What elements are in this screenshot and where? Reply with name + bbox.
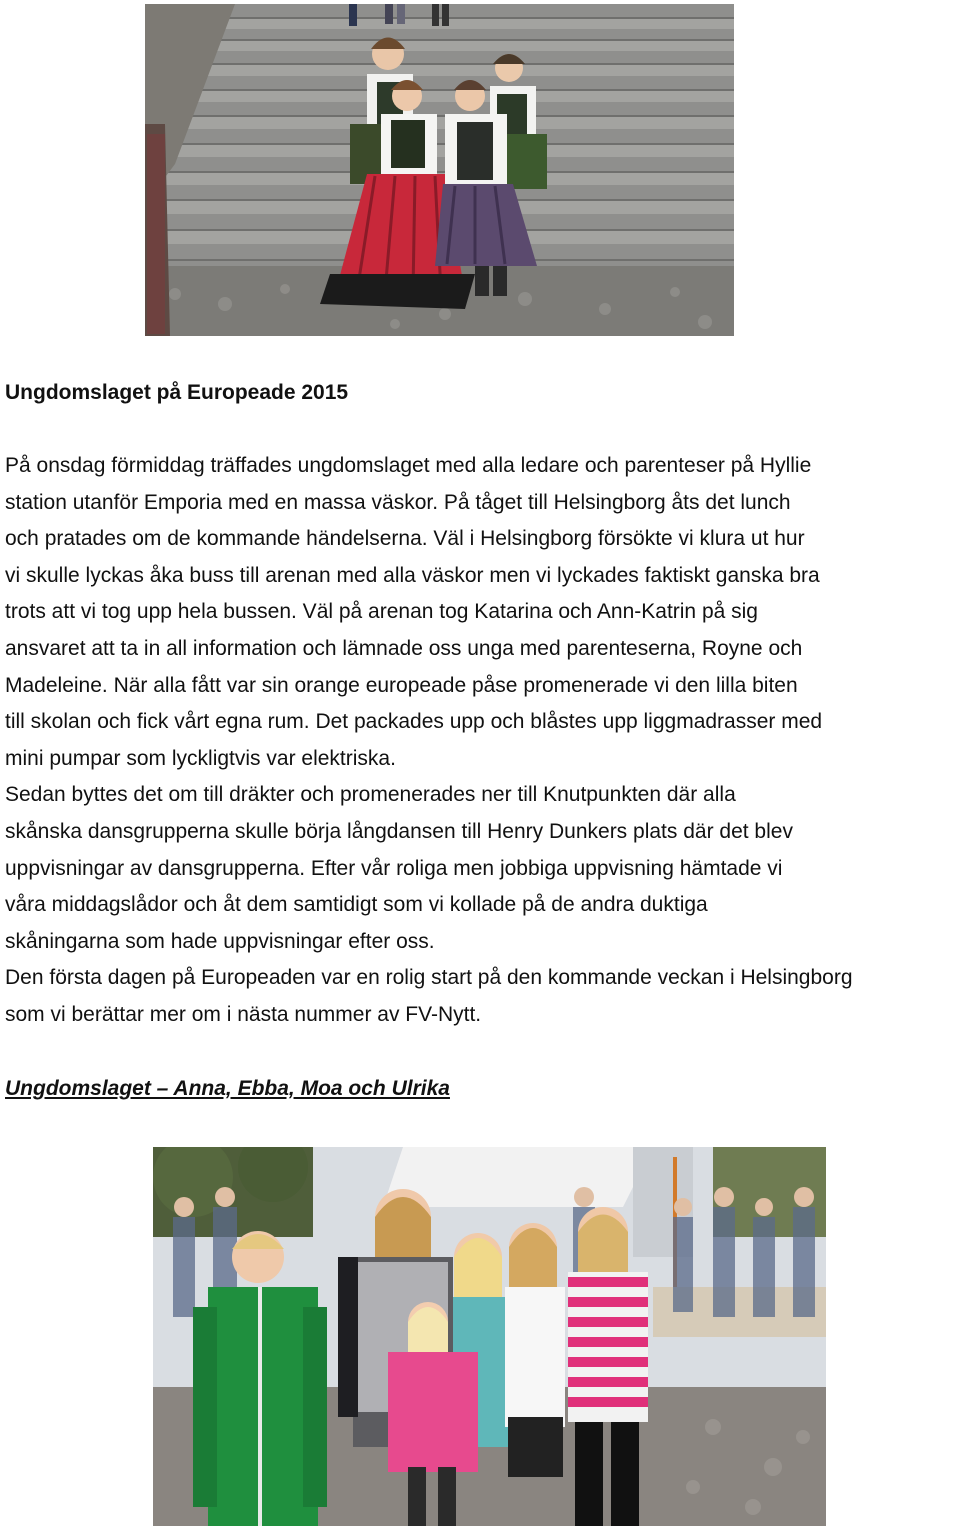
costume-girls-illustration xyxy=(145,4,734,336)
article-body xyxy=(5,448,960,1034)
body-line: skåningarna som hade uppvisningar efter oss. xyxy=(5,929,435,953)
body-line: Madeleine. När alla fått var sin orange europeade påse promenerade vi den lilla biten xyxy=(5,673,798,697)
festival-children-illustration xyxy=(153,1147,826,1526)
body-line: Den första dagen på Europeaden var en rolig start på den kommande veckan i Helsingborg xyxy=(5,966,853,990)
body-line: ansvaret att ta in all information och lämnade oss unga med parenteserna, Royne och xyxy=(5,636,803,660)
body-line: station utanför Emporia med en massa väskor. På tåget till Helsingborg åts det lunch xyxy=(5,490,791,514)
article-signature: Ungdomslaget – Anna, Ebba, Moa och Ulrika xyxy=(5,1077,450,1100)
body-line: trots att vi tog upp hela bussen. Väl på arenan tog Katarina och Ann-Katrin på sig xyxy=(5,600,758,624)
costume-girls-photo xyxy=(145,4,734,336)
body-line: våra middagslådor och åt dem samtidigt som vi kollade på de andra duktiga xyxy=(5,893,708,917)
festival-children-photo xyxy=(153,1147,826,1526)
body-line: som vi berättar mer om i nästa nummer av FV-Nytt. xyxy=(5,1002,482,1026)
body-line: uppvisningar av dansgrupperna. Efter vår roliga men jobbiga uppvisning hämtade vi xyxy=(5,856,783,880)
body-line: och pratades om de kommande händelserna. Väl i Helsingborg försökte vi klura ut hur xyxy=(5,527,805,551)
body-line: vi skulle lyckas åka buss till arenan med alla väskor men vi lyckades faktiskt ganska bra xyxy=(5,563,820,587)
article-title: Ungdomslaget på Europeade 2015 xyxy=(5,381,349,404)
body-line: Sedan byttes det om till dräkter och promenerades ner till Knutpunkten där alla xyxy=(5,783,736,807)
body-line: mini pumpar som lyckligtvis var elektriska. xyxy=(5,746,396,770)
body-line: På onsdag förmiddag träffades ungdomslaget med alla ledare och parenteser på Hyllie xyxy=(5,454,812,477)
body-line: till skolan och fick vårt egna rum. Det packades upp och blåstes upp liggmadrasser med xyxy=(5,710,823,734)
body-line: skånska dansgrupperna skulle börja långdansen till Henry Dunkers plats där det blev xyxy=(5,819,793,843)
